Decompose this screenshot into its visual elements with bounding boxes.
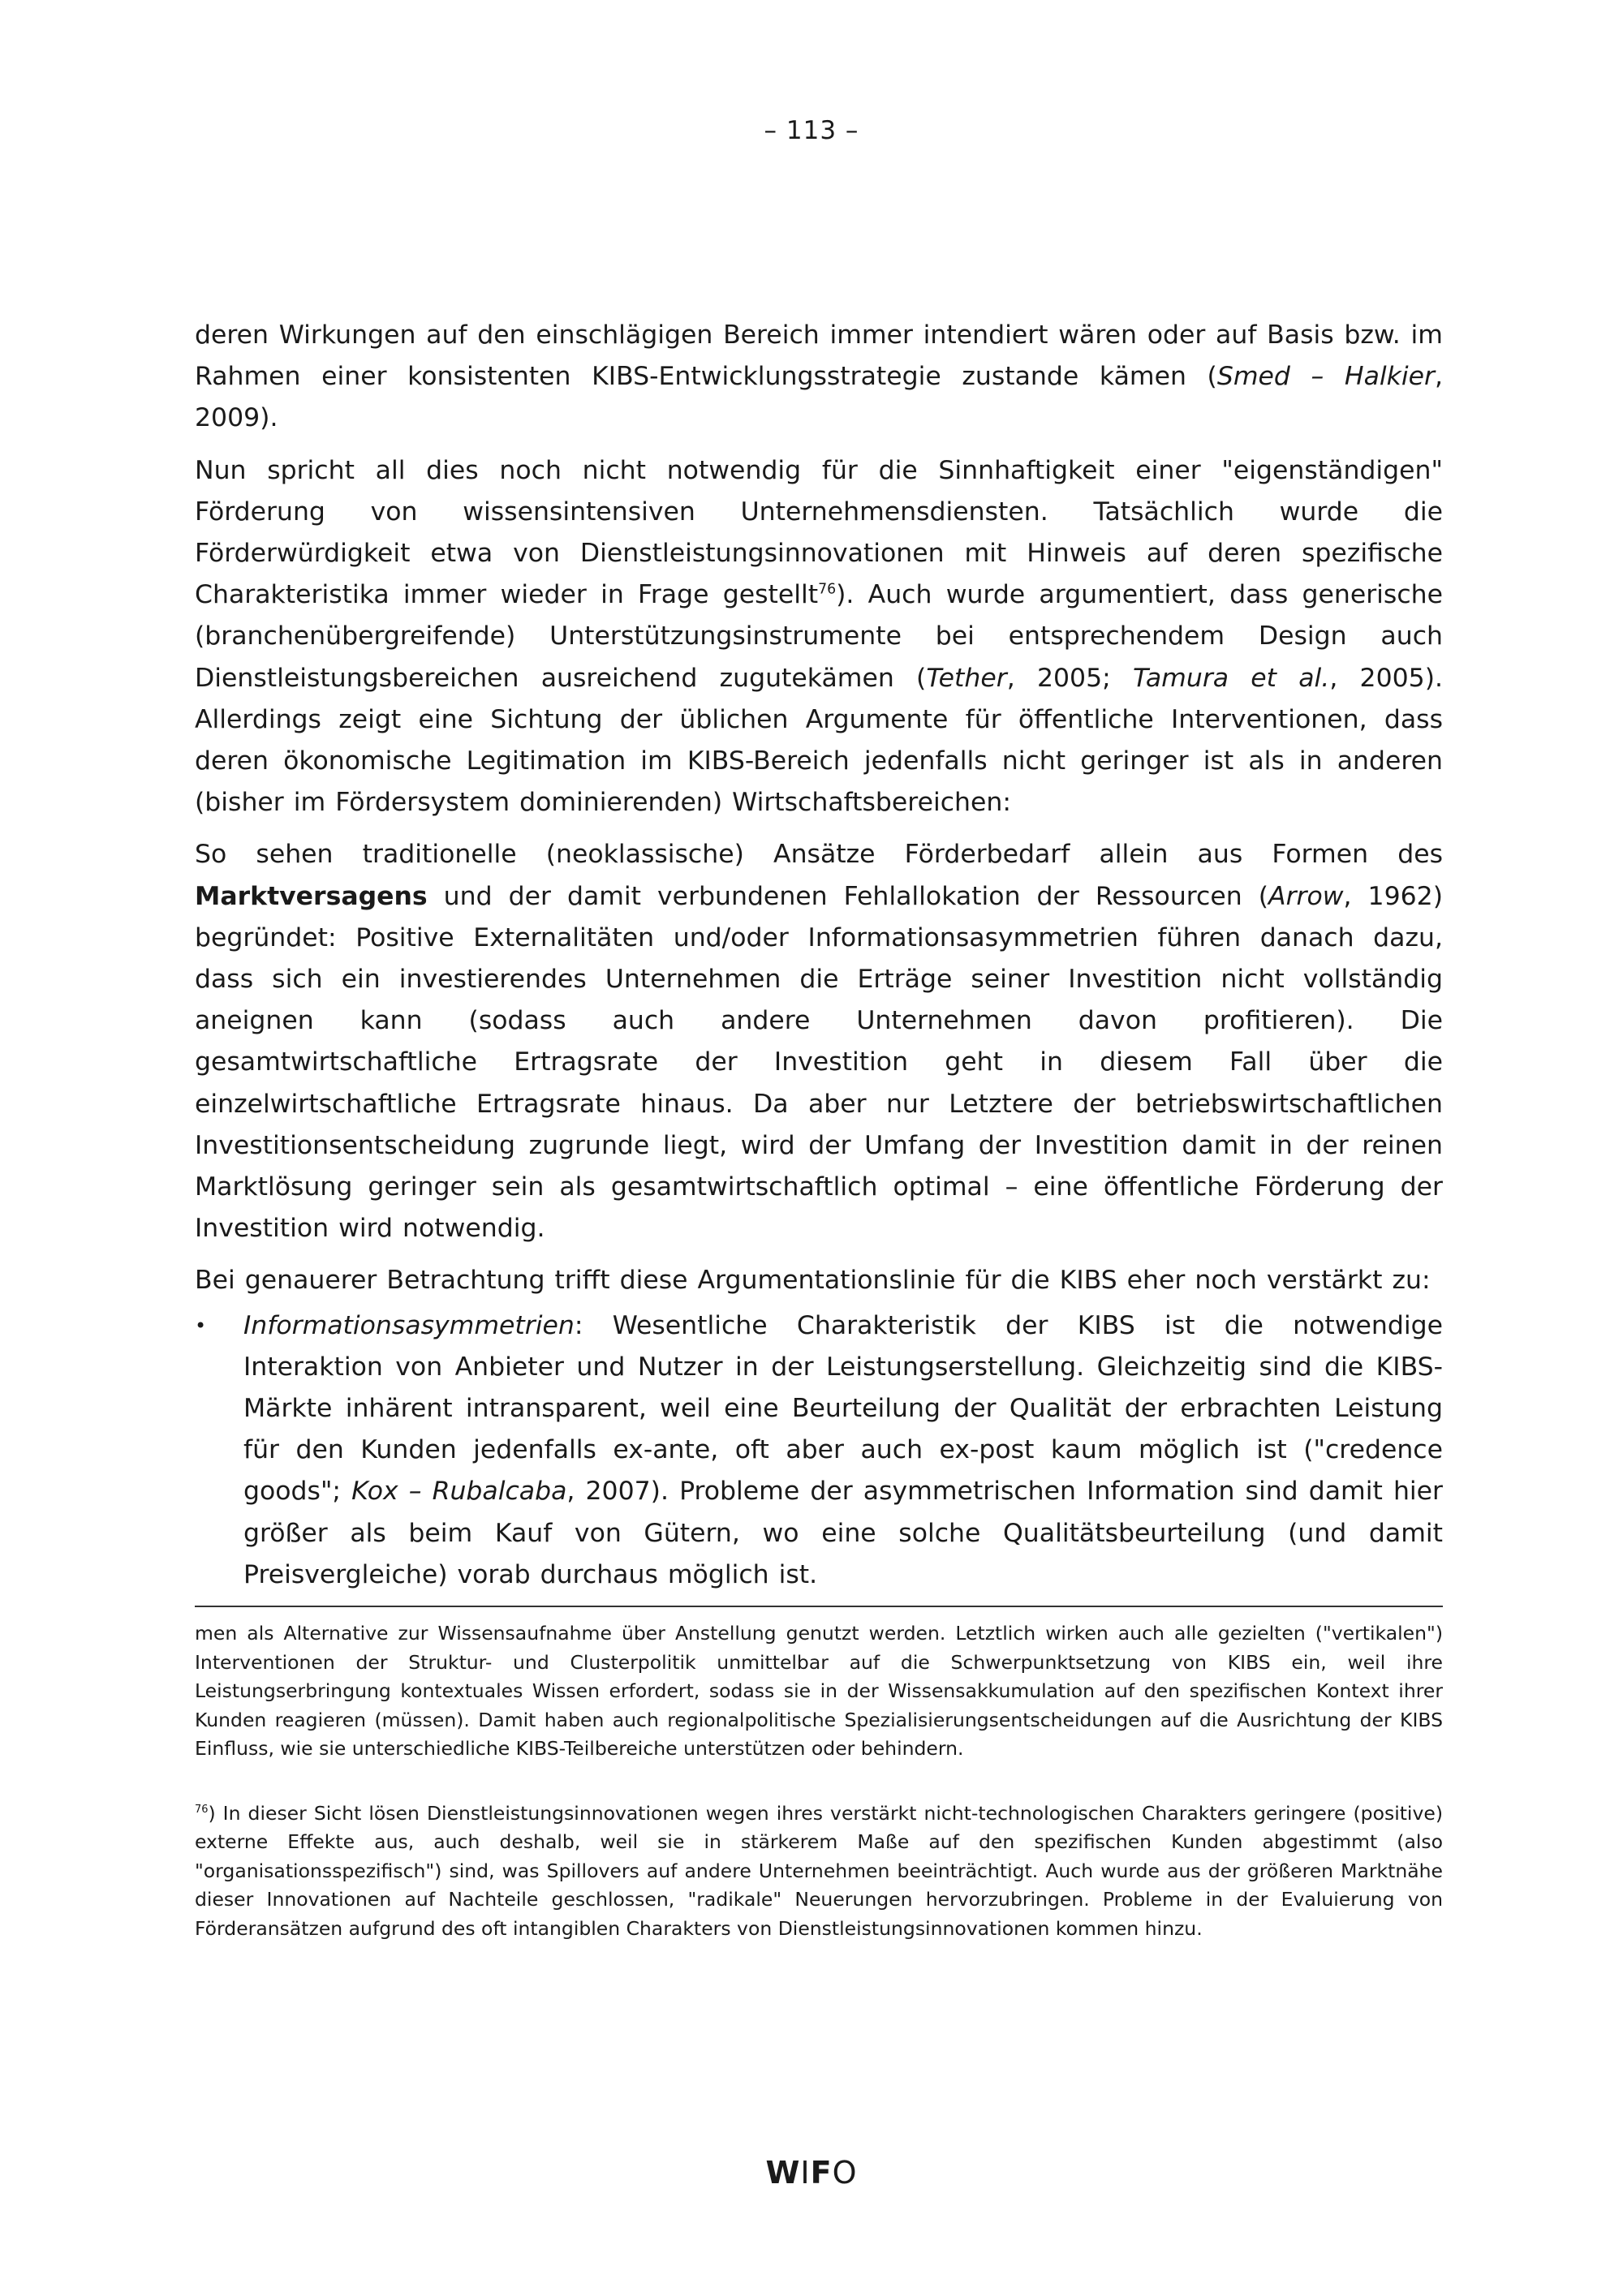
footnote-continuation: men als Alternative zur Wissensaufnahme über Anstellung genutzt werden. Letztlich wirken auch alle gezielten ("vertikalen") Interventionen der Struktur- und Clusterpolitik unmittelbar auf die Schwerpunktsetzung von KIBS ein, weil ihre Leistungserbringung kontextuales Wissen erfordert, sodass sie in der Wissensakkumulation auf den spezifischen Kontext ihrer Kunden reagieren (müssen). Damit haben auch regionalpolitische Spezialisierungsentscheidungen auf die Ausrichtung der KIBS Einfluss, wie sie unterschiedliche KIBS-Teilbereiche unterstützen oder behindern. [195,1622,1443,1760]
footnote-divider [195,1606,1443,1607]
list-item-text: Informationsasymmetrien: Wesentliche Charakteristik der KIBS ist die notwendige Interaktion von Anbieter und Nutzer in der Leistungserstellung. Gleichzeitig sind die KIBS-Märkte inhärent intransparent, weil eine Beurteilung der Qualität der erbrachten Leistung für den Kunden jedenfalls ex-ante, oft aber auch ex-post kaum möglich ist ("credence goods"; Kox – Rubalcaba, 2007). Probleme der asymmetrischen Information sind damit hier größer als beim Kauf von Gütern, wo eine solche Qualitätsbeurteilung (und damit Preisvergleiche) vorab durchaus möglich ist. [243,1310,1443,1589]
footnotes [195,1619,1443,1943]
list-item [195,1305,1443,1596]
page-number: – 113 – [764,116,859,145]
paragraph: deren Wirkungen auf den einschlägigen Bereich immer intendiert wären oder auf Basis bzw. im Rahmen einer konsistenten KIBS-Entwicklungsstrategie zustande kämen (Smed – Halkier, 2009). [195,320,1443,433]
paragraph: So sehen traditionelle (neoklassische) Ansätze Förderbedarf allein aus Formen des Marktversagens und der damit verbundenen Fehlallokation der Ressourcen (Arrow, 1962) begründet: Positive Externalitäten und/oder Informationsasymmetrien führen danach dazu, dass sich ein investierendes Unternehmen die Erträge seiner Investition nicht vollständig aneignen kann (sodass auch andere Unternehmen davon profitieren). Die gesamtwirtschaftliche Ertragsrate der Investition geht in diesem Fall über die einzelwirtschaftliche Ertragsrate hinaus. Da aber nur Letztere der betriebswirtschaftlichen Investitionsentscheidung zugrunde liegt, wird der Umfang der Investition damit in der reinen Marktlösung geringer sein als gesamtwirtschaftlich optimal – eine öffentliche Förderung der Investition wird notwendig. [195,840,1443,1244]
wifo-logo: WIFO [765,2155,858,2191]
bullet-icon: • [195,1314,207,1337]
main-text [195,315,1443,1596]
paragraph: Nun spricht all dies noch nicht notwendig für die Sinnhaftigkeit einer "eigenständigen" Förderung von wissensintensiven Unternehmensdiensten. Tatsächlich wurde die Förderwürdigkeit etwa von Dienstleistungsinnovationen mit Hinweis auf deren spezifische Charakteristika immer wieder in Frage gestellt$^{76}$). Auch wurde argumentiert, dass generische (branchenübergreifende) Unterstützungsinstrumente bei entsprechendem Design auch Dienstleistungsbereichen ausreichend zugutekämen (Tether, 2005; Tamura et al., 2005). Allerdings zeigt eine Sichtung der üblichen Argumente für öffentliche Interventionen, dass deren ökonomische Legitimation im KIBS-Bereich jedenfalls nicht geringer ist als in anderen (bisher im Fördersystem dominierenden) Wirtschaftsbereichen: [195,455,1444,818]
footnote-76: $^{76}$) In dieser Sicht lösen Dienstleistungsinnovationen wegen ihres verstärkt nicht-technologischen Charakters geringere (positive) externe Effekte aus, auch deshalb, weil sie in stärkerem Maße auf den spezifischen Kunden abgestimmt (also "organisationsspezifisch") sind, was Spillovers auf andere Unternehmen beeinträchtigt. Auch wurde aus der größeren Marktnähe dieser Innovationen auf Nachteile geschlossen, "radikale" Neuerungen hervorzubringen. Probleme in der Evaluierung von Förderansätzen aufgrund des oft intangiblen Charakters von Dienstleistungsinnovationen kommen hinzu. [195,1801,1443,1940]
paragraph: Bei genauerer Betrachtung trifft diese Argumentationslinie für die KIBS eher noch verstärkt zu: [195,1266,1431,1296]
bullet-list [195,1305,1443,1596]
